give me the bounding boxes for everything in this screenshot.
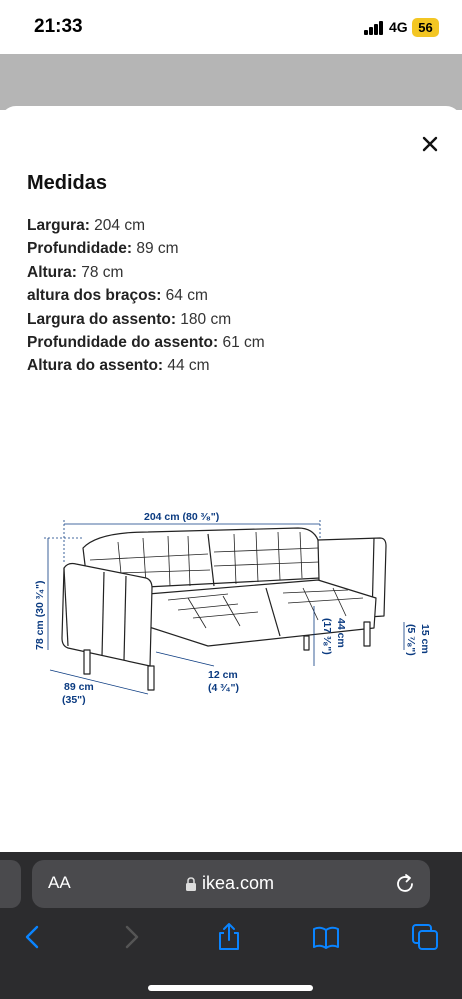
spec-label: Altura: (27, 263, 77, 281)
leg-dimension-label-inch: (4 ³⁄₄") (208, 682, 239, 694)
text-size-button[interactable]: AA (48, 873, 71, 892)
height-dimension-label: 78 cm (30 ³⁄₄") (34, 580, 46, 650)
spec-label: Largura do assento: (27, 310, 176, 328)
browser-bar (0, 852, 462, 999)
status-time: 21:33 (34, 16, 83, 37)
spec-item (27, 354, 265, 377)
spec-item (27, 308, 265, 331)
seat-height-label: 44 cm (335, 618, 347, 648)
forward-icon[interactable] (116, 922, 146, 952)
depth-dimension-label: 89 cm (64, 681, 94, 693)
depth-dimension-label-inch: (35") (62, 694, 86, 706)
address-bar[interactable] (32, 860, 430, 908)
spec-value: 61 cm (218, 334, 265, 352)
spec-item (27, 237, 265, 260)
sofa-illustration (62, 528, 386, 690)
close-icon (416, 130, 444, 158)
reload-icon[interactable] (394, 873, 416, 895)
spec-value: 180 cm (176, 310, 232, 328)
width-dimension-label: 204 cm (80 ³⁄₈") (144, 511, 220, 523)
back-icon[interactable] (18, 922, 48, 952)
clearance-label-inch: (5 ⁷⁄₈") (405, 624, 417, 656)
spec-value: 89 cm (132, 240, 179, 258)
spec-label: Largura: (27, 217, 90, 234)
sofa-dimension-diagram (28, 498, 448, 738)
spec-label: Profundidade: (27, 240, 133, 258)
network-label: 4G (389, 19, 408, 35)
spec-value: 64 cm (161, 287, 208, 305)
battery-badge: 56 (412, 18, 439, 37)
spec-item (27, 214, 265, 237)
status-bar (0, 0, 462, 54)
close-button[interactable] (416, 130, 444, 158)
spec-value: 204 cm (89, 217, 146, 234)
page-backdrop[interactable] (0, 54, 462, 110)
spec-value: 78 cm (76, 263, 124, 281)
spec-label: altura dos braços: (27, 287, 162, 305)
spec-label: Profundidade do assento: (27, 334, 219, 352)
spec-list (27, 214, 265, 378)
spec-item (27, 284, 265, 307)
bookmarks-icon[interactable] (311, 922, 341, 952)
tabs-icon[interactable] (410, 922, 440, 952)
spec-item (27, 331, 265, 354)
sheet-title: Medidas (27, 172, 108, 194)
url-text: ikea.com (202, 873, 275, 893)
home-indicator[interactable] (148, 985, 313, 991)
measurements-sheet (0, 106, 462, 854)
seat-height-label-inch: (17 ³⁄₈") (321, 618, 333, 655)
signal-icon (364, 21, 384, 35)
spec-value: 44 cm (163, 357, 210, 375)
spec-label: Altura do assento: (27, 357, 164, 375)
leg-dimension-label: 12 cm (208, 669, 238, 681)
share-icon[interactable] (214, 922, 244, 952)
spec-item (27, 261, 265, 284)
lock-icon (185, 877, 197, 891)
clearance-label: 15 cm (419, 624, 431, 654)
previous-tab-peek[interactable] (0, 860, 21, 908)
